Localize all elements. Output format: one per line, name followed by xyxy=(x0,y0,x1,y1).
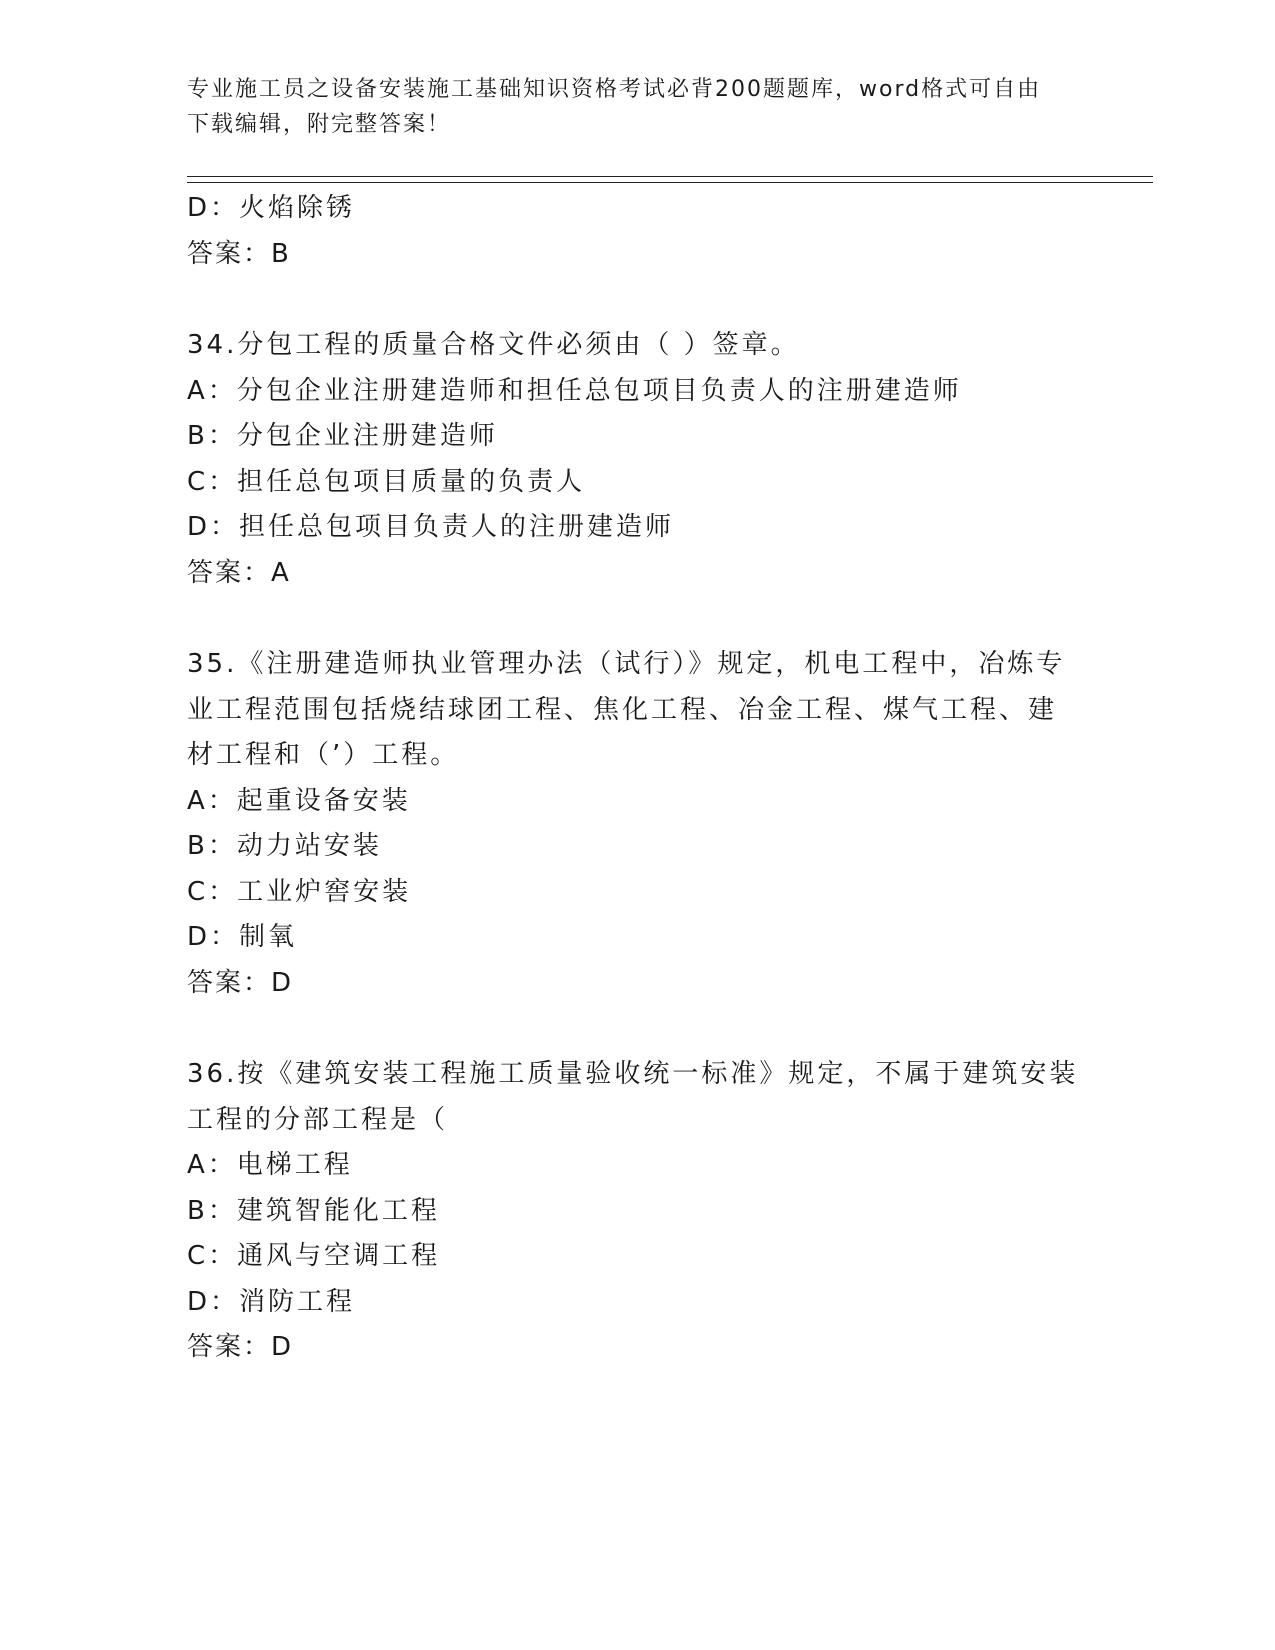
answer-line: 答案：B xyxy=(187,238,291,269)
header-rule-top xyxy=(187,176,1153,177)
spacer xyxy=(187,1006,1087,1052)
answer-line: 答案：D xyxy=(187,967,294,998)
question-text: 34.分包工程的质量合格文件必须由（ ）签章。 xyxy=(187,330,800,360)
header-line-1: 专业施工员之设备安装施工基础知识资格考试必背200题题库，word格式可自由 xyxy=(187,77,1042,102)
document-header xyxy=(187,72,1067,142)
spacer xyxy=(187,277,1087,323)
option-a: A：分包企业注册建造师和担任总包项目负责人的注册建造师 xyxy=(187,375,962,406)
option-b: B：动力站安装 xyxy=(187,831,382,861)
header-line-2: 下载编辑，附完整答案！ xyxy=(187,112,452,137)
option-d: D：制氧 xyxy=(187,922,298,952)
question-text: 业工程范围包括烧结球团工程、焦化工程、冶金工程、煤气工程、建 xyxy=(187,694,1058,725)
spacer xyxy=(187,596,1087,642)
question-36 xyxy=(187,1052,1087,1371)
question-text: 材工程和（’）工程。 xyxy=(187,740,460,770)
option-a: A：电梯工程 xyxy=(187,1150,353,1180)
answer-line: 答案：A xyxy=(187,557,291,588)
question-text: 36.按《建筑安装工程施工质量验收统一标准》规定，不属于建筑安装 xyxy=(187,1059,1079,1089)
question-text: 工程的分部工程是（ xyxy=(187,1104,449,1135)
header-rule-bottom xyxy=(187,182,1153,183)
option-c: C：通风与空调工程 xyxy=(187,1241,441,1271)
option-c: C：工业炉窖安装 xyxy=(187,876,412,907)
option-a: A：起重设备安装 xyxy=(187,785,411,816)
option-b: B：建筑智能化工程 xyxy=(187,1195,440,1226)
answer-line: 答案：D xyxy=(187,1332,294,1362)
option-b: B：分包企业注册建造师 xyxy=(187,421,498,451)
question-34 xyxy=(187,323,1087,596)
question-text: 35.《注册建造师执业管理办法（试行）》规定，机电工程中，冶炼专 xyxy=(187,649,1066,679)
option-d: D：火焰除锈 xyxy=(187,193,356,223)
option-c: C：担任总包项目质量的负责人 xyxy=(187,466,586,497)
option-d: D：担任总包项目负责人的注册建造师 xyxy=(187,512,675,542)
document-body xyxy=(187,186,1087,1371)
question-35 xyxy=(187,642,1087,1006)
option-d: D：消防工程 xyxy=(187,1286,356,1317)
